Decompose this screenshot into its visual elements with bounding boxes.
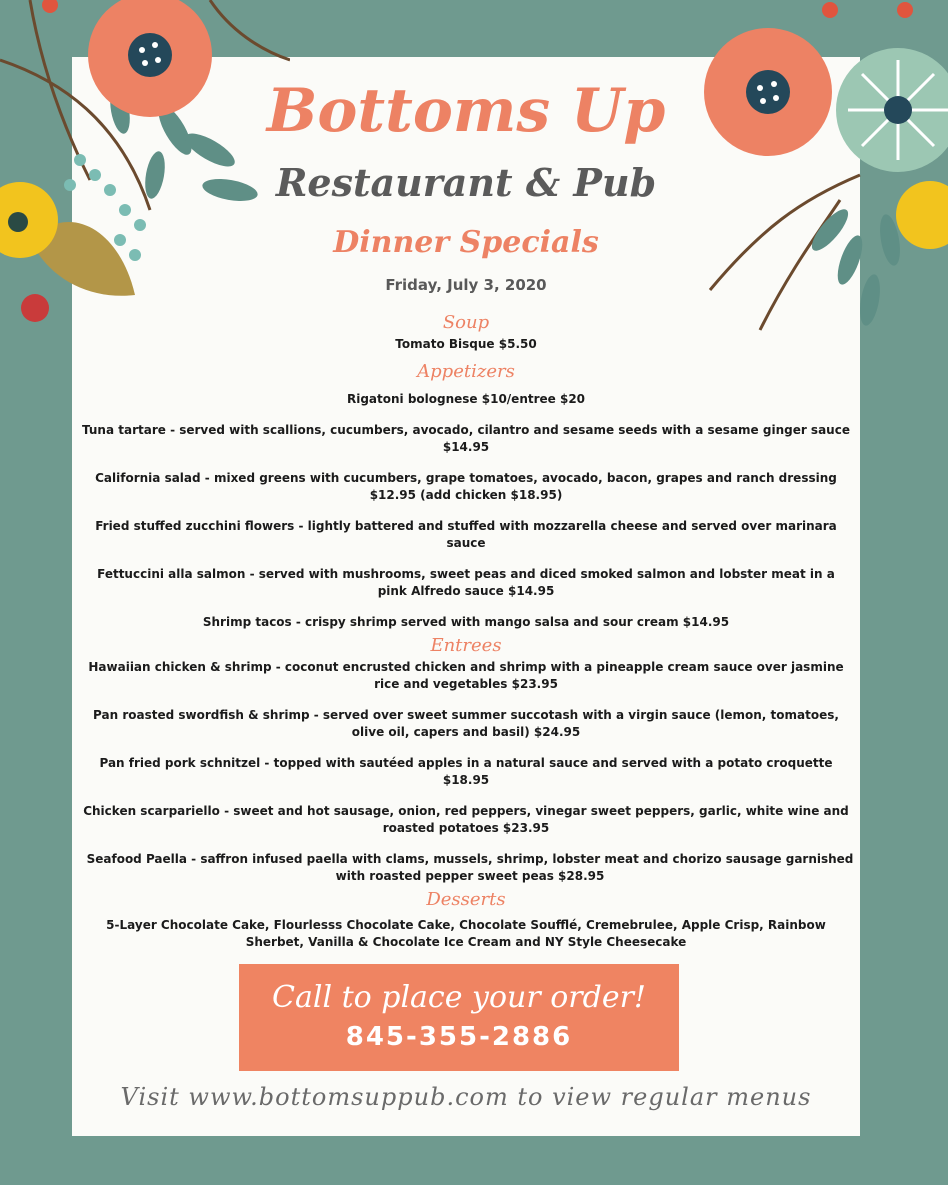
appetizers-heading: Appetizers — [417, 361, 515, 382]
entrees-heading: Entrees — [430, 635, 502, 656]
soup-heading: Soup — [442, 312, 490, 333]
menu-item-entree: Chicken scarpariello - sweet and hot sausage, onion, red peppers, vinegar sweet peppers, garlic, white wine and roasted potatoes $23.95 — [83, 804, 849, 835]
dinner-specials-heading: Dinner Specials — [333, 225, 599, 260]
menu-item-entree: Pan fried pork schnitzel - topped with sautéed apples in a natural sauce and served with a potato croquette $18.95 — [99, 756, 833, 787]
cta-line: Call to place your order! — [272, 980, 646, 1015]
menu-item-entree: Pan roasted swordfish & shrimp - served over sweet summer succotash with a virgin sauce (lemon, tomatoes, olive oil, capers and basil) $24.95 — [93, 708, 839, 739]
menu-body — [72, 310, 860, 951]
menu-item-appetizer: Fettuccini alla salmon - served with mushrooms, sweet peas and diced smoked salmon and lobster meat in a pink Alfredo sauce $14.95 — [97, 567, 835, 598]
restaurant-title: Bottoms Up — [266, 76, 666, 146]
menu-item-soup: Tomato Bisque $5.50 — [395, 337, 537, 351]
menu-item-appetizer: California salad - mixed greens with cucumbers, grape tomatoes, avocado, bacon, grapes and ranch dressing $12.95 (add chicken $18.95) — [95, 471, 837, 502]
menu-item-entree: Hawaiian chicken & shrimp - coconut encrusted chicken and shrimp with a pineapple cream sauce over jasmine rice and vegetables $23.95 — [88, 660, 844, 691]
menu-item-desserts: 5-Layer Chocolate Cake, Flourlesss Chocolate Cake, Chocolate Soufflé, Cremebrulee, Apple Crisp, Rainbow Sherbet, Vanilla & Chocolate Ice Cream and NY Style Cheesecake — [106, 918, 826, 949]
restaurant-subtitle: Restaurant & Pub — [275, 160, 657, 205]
phone-number[interactable]: 845-355-2886 — [345, 1022, 573, 1052]
menu-item-appetizer: Tuna tartare - served with scallions, cucumbers, avocado, cilantro and sesame seeds with a sesame ginger sauce $14.95 — [82, 423, 850, 454]
menu-date: Friday, July 3, 2020 — [385, 276, 547, 294]
menu-item-appetizer: Rigatoni bolognese $10/entree $20 — [346, 392, 586, 406]
menu-item-appetizer: Fried stuffed zucchini flowers - lightly battered and stuffed with mozzarella cheese and served over marinara sauce — [95, 519, 837, 550]
desserts-heading: Desserts — [426, 889, 506, 910]
order-call-to-action — [239, 964, 679, 1071]
menu-item-entree: Seafood Paella - saffron infused paella with clams, mussels, shrimp, lobster meat and chorizo sausage garnished with roasted pepper sweet peas $28.95 — [86, 852, 854, 883]
website-note: Visit www.bottomsuppub.com to view regular menus — [120, 1083, 812, 1111]
menu-item-appetizer: Shrimp tacos - crispy shrimp served with mango salsa and sour cream $14.95 — [202, 615, 730, 629]
